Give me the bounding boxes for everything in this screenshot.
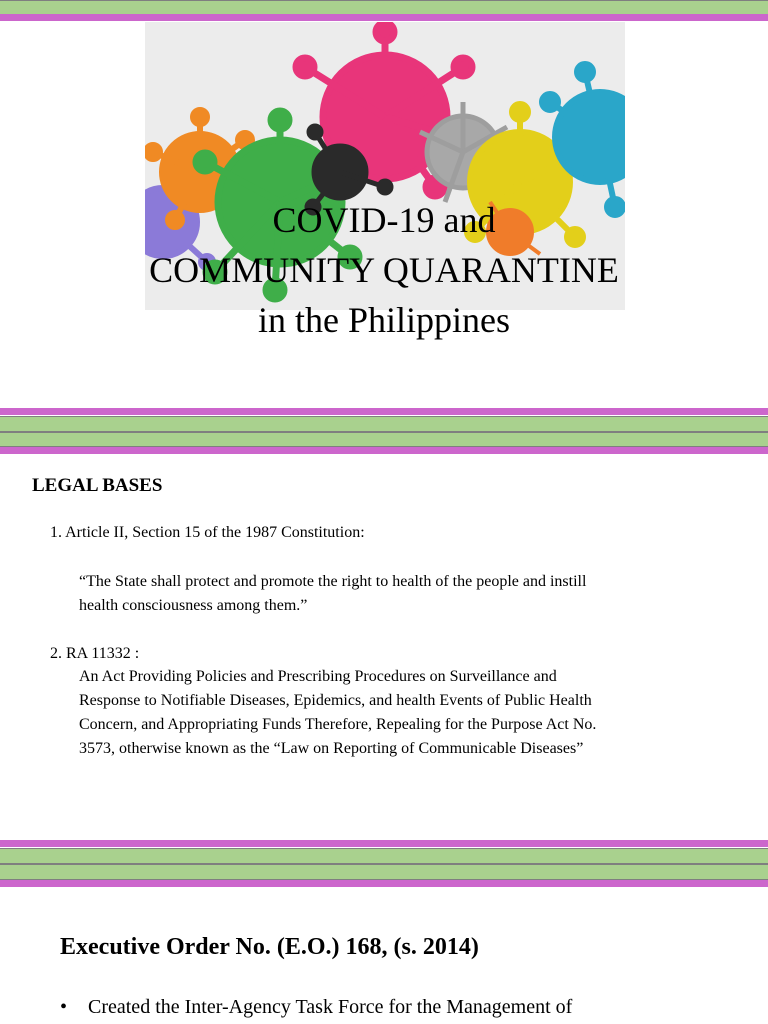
stripe-magenta bbox=[0, 840, 768, 847]
title-slide bbox=[0, 0, 768, 410]
item2-label: 2. RA 11332 : bbox=[50, 645, 140, 662]
stripe-magenta bbox=[0, 408, 768, 415]
executive-order-slide bbox=[0, 888, 768, 1024]
stripe-green bbox=[0, 864, 768, 880]
item2-body-line: 3573, otherwise known as the “Law on Reporting of Communicable Diseases” bbox=[79, 740, 584, 757]
legal-bases-heading: LEGAL BASES bbox=[32, 475, 163, 496]
stripe-green bbox=[0, 432, 768, 447]
executive-order-title: Executive Order No. (E.O.) 168, (s. 2014) bbox=[60, 934, 479, 960]
bullet-text: Created the Inter-Agency Task Force for the Management of bbox=[88, 996, 573, 1018]
item1-quote-line: “The State shall protect and promote the right to health of the people and instill bbox=[79, 573, 587, 590]
title-line-2: COMMUNITY QUARANTINE bbox=[149, 250, 619, 290]
middle-stripe-band bbox=[0, 408, 768, 455]
item1-quote-line: health consciousness among them.” bbox=[79, 597, 308, 614]
bullet-icon: • bbox=[60, 996, 68, 1018]
item1-quote bbox=[79, 570, 586, 618]
legal-bases-slide bbox=[0, 455, 768, 840]
item2-body-line: Response to Notifiable Diseases, Epidemics, and health Events of Public Health bbox=[79, 692, 592, 709]
lower-stripe-band bbox=[0, 840, 768, 888]
stripe-magenta bbox=[0, 447, 768, 454]
stripe-green bbox=[0, 416, 768, 432]
bullet-item bbox=[60, 996, 572, 1019]
title-line-1: COVID-19 and bbox=[272, 200, 496, 240]
stripe-green bbox=[0, 848, 768, 864]
item2-body-line: An Act Providing Policies and Prescribing Procedures on Surveillance and bbox=[79, 668, 557, 685]
stripe-magenta bbox=[0, 880, 768, 887]
slide-title bbox=[0, 195, 768, 345]
item2-body-line: Concern, and Appropriating Funds Therefore, Repealing for the Purpose Act No. bbox=[79, 716, 597, 733]
item2-body bbox=[79, 665, 596, 761]
title-line-3: in the Philippines bbox=[258, 300, 510, 340]
item1-label: 1. Article II, Section 15 of the 1987 Constitution: bbox=[50, 524, 365, 541]
